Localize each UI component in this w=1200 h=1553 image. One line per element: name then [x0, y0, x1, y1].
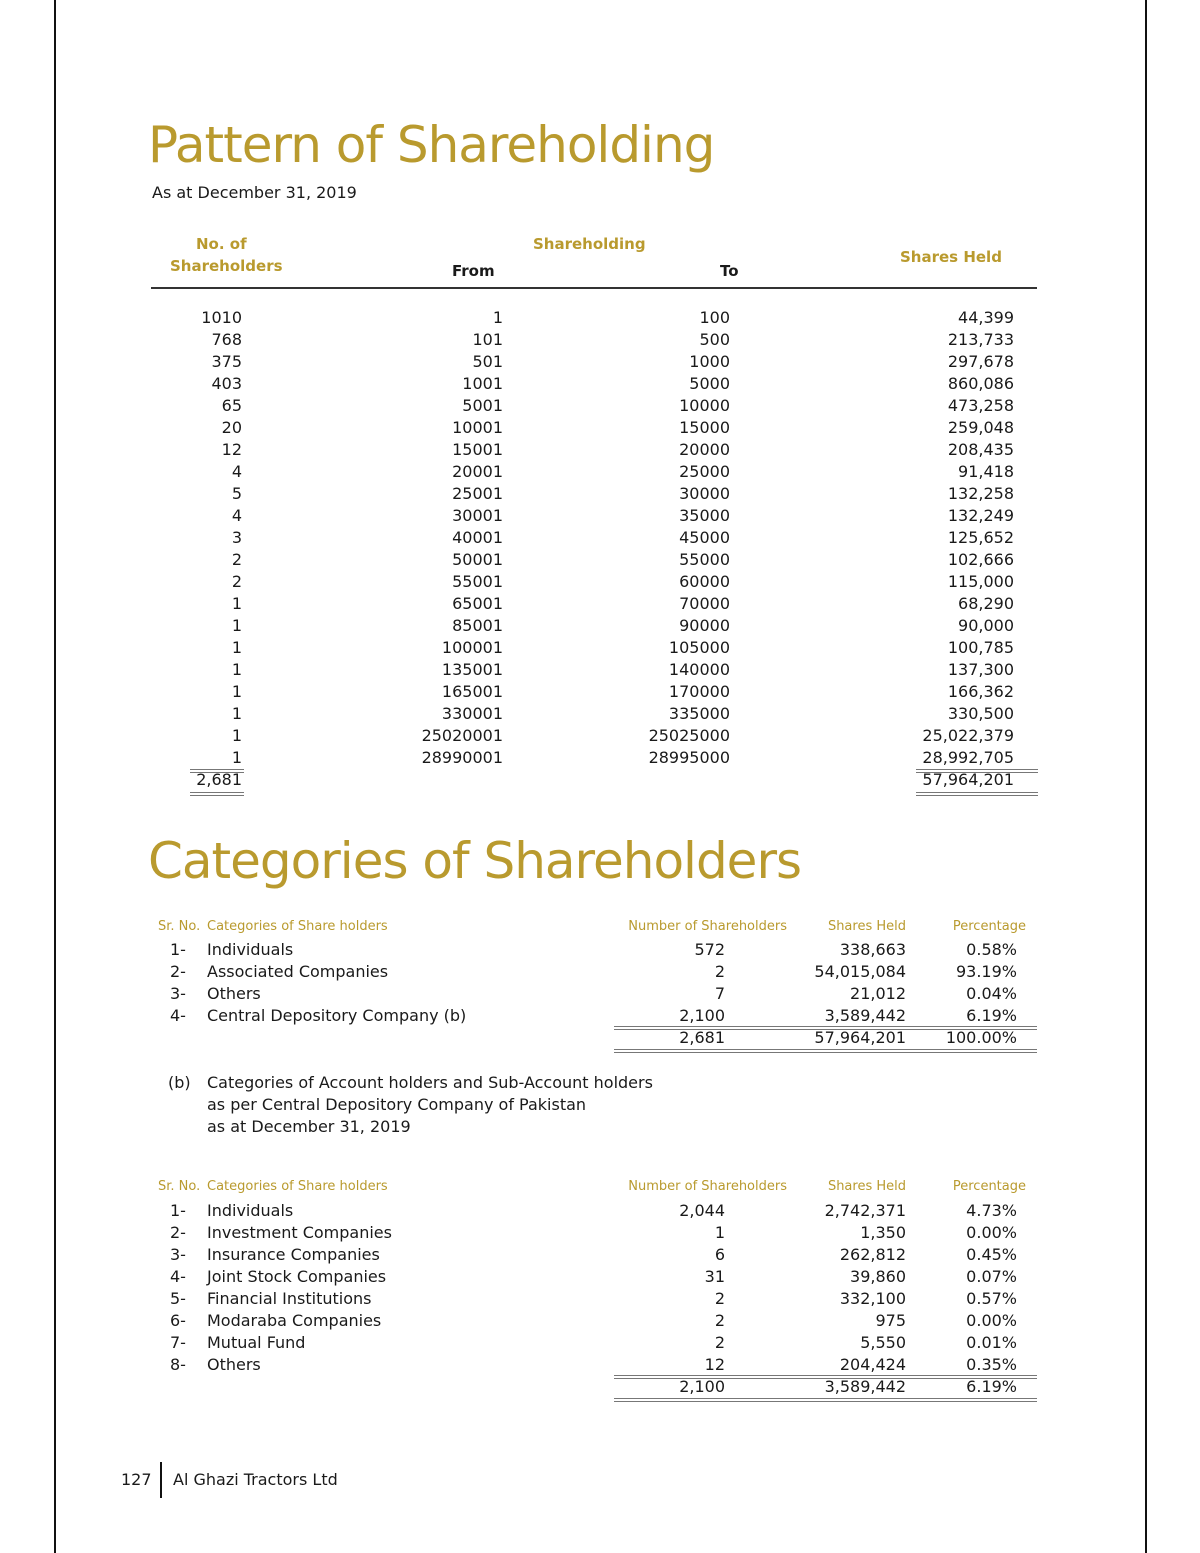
note-line: as at December 31, 2019: [207, 1117, 411, 1136]
categories-title: Categories of Shareholders: [148, 832, 802, 890]
to-value: 500: [699, 330, 730, 349]
category-name: Insurance Companies: [207, 1245, 380, 1264]
percentage: 4.73%: [966, 1201, 1017, 1220]
to-value: 35000: [679, 506, 730, 525]
category-name: Others: [207, 984, 261, 1003]
shareholders-count: 1: [231, 682, 242, 701]
shares-held: 68,290: [958, 594, 1014, 613]
percentage: 0.45%: [966, 1245, 1017, 1264]
shares-held: 338,663: [839, 940, 906, 959]
percentage: 93.19%: [955, 962, 1017, 981]
sr-no: 3-: [170, 984, 186, 1003]
shareholders-count: 3: [231, 528, 242, 547]
from-value: 10001: [452, 418, 503, 437]
shares-held: 91,418: [958, 462, 1014, 481]
to-value: 20000: [679, 440, 730, 459]
shareholders-count: 1: [231, 638, 242, 657]
number-of-shareholders: 1: [714, 1223, 725, 1242]
from-value: 501: [472, 352, 503, 371]
from-value: 135001: [441, 660, 503, 679]
from-value: 165001: [441, 682, 503, 701]
from-value: 1: [492, 308, 503, 327]
total-number: 2,100: [679, 1377, 725, 1396]
shareholders-count: 4: [231, 462, 242, 481]
total-percentage: 6.19%: [966, 1377, 1017, 1396]
sr-no: 4-: [170, 1006, 186, 1025]
header-from: From: [452, 262, 495, 280]
percentage: 0.35%: [966, 1355, 1017, 1374]
to-value: 28995000: [648, 748, 730, 767]
to-value: 70000: [679, 594, 730, 613]
total-shares: 3,589,442: [824, 1377, 906, 1396]
to-value: 90000: [679, 616, 730, 635]
sr-no: 1-: [170, 940, 186, 959]
shares-held: 25,022,379: [922, 726, 1014, 745]
as-at-date: As at December 31, 2019: [152, 183, 357, 202]
to-value: 45000: [679, 528, 730, 547]
note-marker: (b): [168, 1073, 191, 1092]
percentage: 0.57%: [966, 1289, 1017, 1308]
shares-held: 330,500: [947, 704, 1014, 723]
sr-no: 3-: [170, 1245, 186, 1264]
shares-held: 125,652: [947, 528, 1014, 547]
shares-held: 204,424: [839, 1355, 906, 1374]
header-shares-held: Shares Held: [900, 248, 1002, 266]
from-value: 100001: [441, 638, 503, 657]
percentage: 0.58%: [966, 940, 1017, 959]
note-line: as per Central Depository Company of Pakistan: [207, 1095, 587, 1114]
from-value: 5001: [462, 396, 503, 415]
total-shareholders: 2,681: [196, 770, 242, 789]
to-value: 10000: [679, 396, 730, 415]
category-name: Individuals: [207, 1201, 294, 1220]
from-value: 25001: [452, 484, 503, 503]
from-value: 25020001: [421, 726, 503, 745]
shares-held: 21,012: [850, 984, 906, 1003]
shares-held: 90,000: [958, 616, 1014, 635]
shares-held: 262,812: [839, 1245, 906, 1264]
number-of-shareholders: 2,044: [679, 1201, 725, 1220]
percentage: 0.01%: [966, 1333, 1017, 1352]
shares-held: 132,258: [947, 484, 1014, 503]
sr-no: 6-: [170, 1311, 186, 1330]
shareholders-count: 403: [211, 374, 242, 393]
from-value: 28990001: [421, 748, 503, 767]
shares-held: 213,733: [947, 330, 1014, 349]
shareholders-count: 1010: [201, 308, 242, 327]
total-rule-bottom: [190, 792, 244, 796]
number-of-shareholders: 2: [714, 1333, 725, 1352]
to-value: 55000: [679, 550, 730, 569]
shareholders-count: 65: [221, 396, 242, 415]
total-rule-bottom: [614, 1049, 1037, 1053]
header-sr-no: Sr. No.: [158, 919, 201, 934]
percentage: 0.00%: [966, 1223, 1017, 1242]
shareholders-count: 2: [231, 550, 242, 569]
sr-no: 4-: [170, 1267, 186, 1286]
from-value: 330001: [441, 704, 503, 723]
to-value: 5000: [689, 374, 730, 393]
shares-held: 132,249: [947, 506, 1014, 525]
shareholders-count: 5: [231, 484, 242, 503]
from-value: 50001: [452, 550, 503, 569]
footer-divider: [160, 1462, 162, 1498]
category-name: Investment Companies: [207, 1223, 392, 1242]
shares-held: 39,860: [850, 1267, 906, 1286]
header-shareholding: Shareholding: [533, 235, 646, 253]
header-number: Number of Shareholders: [628, 919, 787, 934]
shareholders-count: 1: [231, 704, 242, 723]
total-percentage: 100.00%: [945, 1028, 1017, 1047]
shares-held: 102,666: [947, 550, 1014, 569]
sr-no: 8-: [170, 1355, 186, 1374]
to-value: 1000: [689, 352, 730, 371]
category-name: Others: [207, 1355, 261, 1374]
shares-held: 54,015,084: [814, 962, 906, 981]
shares-held: 259,048: [947, 418, 1014, 437]
from-value: 55001: [452, 572, 503, 591]
shareholders-count: 1: [231, 616, 242, 635]
header-percentage: Percentage: [952, 919, 1026, 934]
number-of-shareholders: 7: [714, 984, 725, 1003]
to-value: 25000: [679, 462, 730, 481]
shareholders-count: 2: [231, 572, 242, 591]
header-category: Categories of Share holders: [207, 919, 388, 934]
header-percentage: Percentage: [952, 1179, 1026, 1194]
from-value: 85001: [452, 616, 503, 635]
to-value: 140000: [668, 660, 730, 679]
shares-held: 975: [875, 1311, 906, 1330]
header-sr-no: Sr. No.: [158, 1179, 201, 1194]
shareholders-count: 4: [231, 506, 242, 525]
shares-held: 100,785: [947, 638, 1014, 657]
to-value: 100: [699, 308, 730, 327]
to-value: 170000: [668, 682, 730, 701]
header-to: To: [720, 262, 739, 280]
total-shares: 57,964,201: [922, 770, 1014, 789]
header-rule: [151, 287, 1037, 289]
number-of-shareholders: 2: [714, 1311, 725, 1330]
shares-held: 208,435: [947, 440, 1014, 459]
category-name: Financial Institutions: [207, 1289, 372, 1308]
percentage: 6.19%: [966, 1006, 1017, 1025]
from-value: 101: [472, 330, 503, 349]
from-value: 40001: [452, 528, 503, 547]
header-number: Number of Shareholders: [628, 1179, 787, 1194]
total-rule-bottom: [614, 1398, 1037, 1402]
percentage: 0.00%: [966, 1311, 1017, 1330]
shareholders-count: 768: [211, 330, 242, 349]
total-rule-bottom: [916, 792, 1038, 796]
shares-held: 332,100: [839, 1289, 906, 1308]
shares-held: 473,258: [947, 396, 1014, 415]
page-number: 127: [121, 1470, 152, 1489]
to-value: 105000: [668, 638, 730, 657]
to-value: 60000: [679, 572, 730, 591]
shareholders-count: 1: [231, 748, 242, 767]
from-value: 20001: [452, 462, 503, 481]
shares-held: 3,589,442: [824, 1006, 906, 1025]
to-value: 25025000: [648, 726, 730, 745]
total-number: 2,681: [679, 1028, 725, 1047]
shares-held: 166,362: [947, 682, 1014, 701]
sr-no: 2-: [170, 962, 186, 981]
shares-held: 28,992,705: [922, 748, 1014, 767]
to-value: 30000: [679, 484, 730, 503]
category-name: Joint Stock Companies: [207, 1267, 387, 1286]
shares-held: 2,742,371: [824, 1201, 906, 1220]
from-value: 1001: [462, 374, 503, 393]
shareholders-count: 1: [231, 726, 242, 745]
shareholders-count: 1: [231, 594, 242, 613]
percentage: 0.07%: [966, 1267, 1017, 1286]
header-shares-held: Shares Held: [827, 919, 906, 934]
note-line: Categories of Account holders and Sub-Account holders: [207, 1073, 653, 1092]
header-no-of: No. of: [196, 235, 247, 253]
number-of-shareholders: 31: [704, 1267, 725, 1286]
category-name: Individuals: [207, 940, 294, 959]
header-shareholders: Shareholders: [170, 257, 283, 275]
sr-no: 5-: [170, 1289, 186, 1308]
to-value: 15000: [679, 418, 730, 437]
category-name: Central Depository Company (b): [207, 1006, 467, 1025]
shares-held: 297,678: [947, 352, 1014, 371]
number-of-shareholders: 2,100: [679, 1006, 725, 1025]
number-of-shareholders: 572: [694, 940, 725, 959]
shares-held: 860,086: [947, 374, 1014, 393]
shares-held: 44,399: [958, 308, 1014, 327]
shares-held: 137,300: [947, 660, 1014, 679]
shareholders-count: 20: [221, 418, 242, 437]
sr-no: 1-: [170, 1201, 186, 1220]
total-shares: 57,964,201: [814, 1028, 906, 1047]
category-name: Modaraba Companies: [207, 1311, 382, 1330]
header-category: Categories of Share holders: [207, 1179, 388, 1194]
shareholders-count: 375: [211, 352, 242, 371]
shareholders-count: 12: [221, 440, 242, 459]
category-name: Mutual Fund: [207, 1333, 306, 1352]
from-value: 65001: [452, 594, 503, 613]
number-of-shareholders: 12: [704, 1355, 725, 1374]
to-value: 335000: [668, 704, 730, 723]
percentage: 0.04%: [966, 984, 1017, 1003]
category-name: Associated Companies: [207, 962, 389, 981]
number-of-shareholders: 2: [714, 1289, 725, 1308]
shares-held: 5,550: [860, 1333, 906, 1352]
sr-no: 2-: [170, 1223, 186, 1242]
shares-held: 1,350: [860, 1223, 906, 1242]
from-value: 30001: [452, 506, 503, 525]
shares-held: 115,000: [947, 572, 1014, 591]
header-shares-held: Shares Held: [827, 1179, 906, 1194]
page-title: Pattern of Shareholding: [148, 116, 715, 174]
shareholders-count: 1: [231, 660, 242, 679]
from-value: 15001: [452, 440, 503, 459]
sr-no: 7-: [170, 1333, 186, 1352]
number-of-shareholders: 6: [714, 1245, 725, 1264]
number-of-shareholders: 2: [714, 962, 725, 981]
footer-company: Al Ghazi Tractors Ltd: [173, 1470, 338, 1489]
